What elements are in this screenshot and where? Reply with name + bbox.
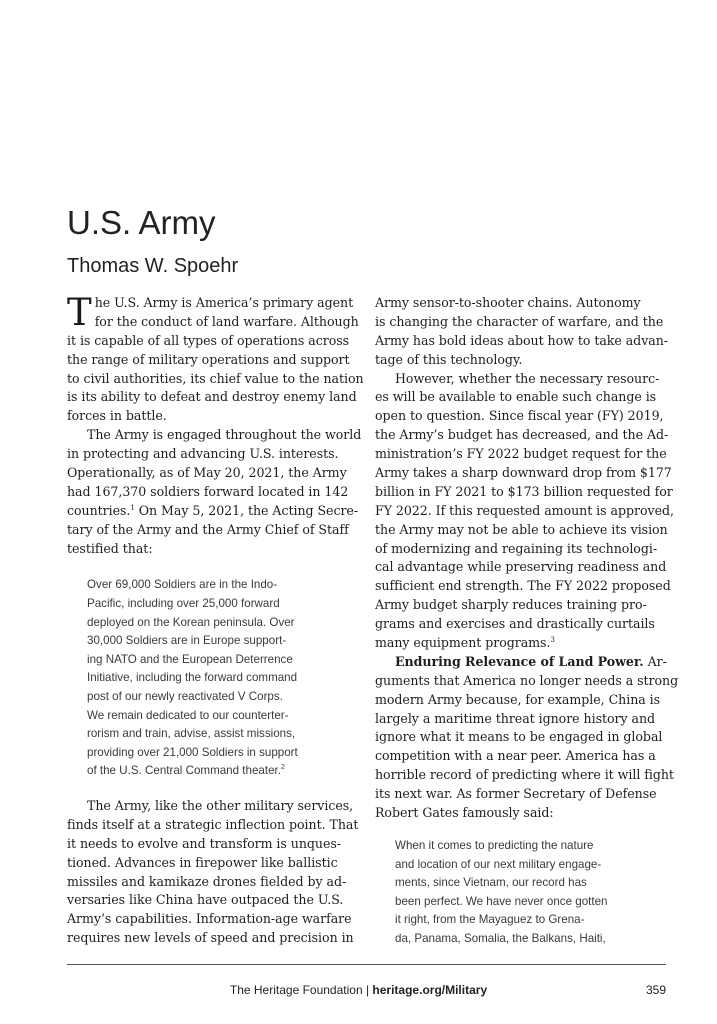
text-line: open to question. Since fiscal year (FY) 2019,: [375, 408, 664, 424]
footnote-ref-1[interactable]: 1: [130, 503, 135, 512]
text-line: Operationally, as of May 20, 2021, the Army: [67, 465, 347, 481]
text-line: Robert Gates famously said:: [375, 805, 554, 821]
intro-paragraph: [67, 294, 360, 332]
text-line: [375, 653, 667, 672]
text-line: Army sensor-to-shooter chains. Autonomy: [375, 295, 641, 310]
text-line: Army takes a sharp downward drop from $177: [375, 465, 672, 481]
quote-line: post of our newly reactivated V Corps.: [87, 690, 283, 704]
text-line: horrible record of predicting where it will fight: [375, 767, 674, 783]
right-column: [375, 294, 679, 949]
text-line: of modernizing and regaining its technologi-: [375, 540, 658, 556]
text-line: is its ability to defeat and destroy enemy land: [67, 389, 357, 405]
block-quote-left: [67, 576, 360, 781]
text-line: for the conduct of land warfare. Although: [94, 313, 359, 329]
quote-line: Over 69,000 Soldiers are in the Indo-: [87, 578, 278, 592]
text-line: versaries like China have outpaced the U.S.: [67, 892, 344, 908]
quote-line: Initiative, including the forward command: [87, 671, 298, 685]
text-line: The Army, like the other military services,: [87, 798, 354, 813]
text-line: testified that:: [67, 540, 153, 556]
text-line: tary of the Army and the Army Chief of Staff: [67, 521, 349, 537]
text-line: had 167,370 soldiers forward located in 142: [67, 483, 349, 499]
article-author: Thomas W. Spoehr: [67, 255, 239, 277]
text-line: Army budget sharply reduces training pro-: [375, 597, 647, 613]
quote-line: 30,000 Soldiers are in Europe support-: [87, 634, 287, 648]
quote-line: When it comes to predicting the nature: [395, 838, 594, 852]
quote-line: We remain dedicated to our counterter-: [87, 708, 289, 722]
quote-line: rorism and train, advise, assist missions,: [87, 727, 296, 741]
page-number: 359: [645, 983, 666, 997]
text-line: cal advantage while preserving readiness and: [375, 559, 667, 575]
text-line: it is capable of all types of operations across: [67, 332, 350, 348]
quote-line: [67, 762, 360, 781]
spacer: [67, 558, 360, 576]
quote-line: ing NATO and the European Deterrence: [87, 652, 293, 666]
text-line: is changing the character of warfare, and the: [375, 313, 664, 329]
text-line: missiles and kamikaze drones fielded by ad-: [67, 873, 347, 889]
quote-line: ments, since Vietnam, our record has: [395, 876, 587, 890]
footnote-ref-3[interactable]: 3: [550, 635, 555, 644]
text-line: es will be available to enable such change is: [375, 389, 657, 405]
article-title: U.S. Army: [67, 204, 216, 241]
quote-line: been perfect. We have never once gotten: [395, 894, 608, 908]
quote-line: da, Panama, Somalia, the Balkans, Haiti,: [395, 931, 606, 945]
section-heading: Enduring Relevance of Land Power.: [395, 653, 644, 669]
text-line: to civil authorities, its chief value to the nation: [67, 370, 364, 386]
text-line: tioned. Advances in firepower like ballistic: [67, 854, 338, 870]
text-line: [375, 634, 667, 653]
text-line: the Army may not be able to achieve its vision: [375, 521, 668, 537]
text-line: the range of military operations and support: [67, 351, 350, 367]
footnote-ref-2[interactable]: 2: [280, 764, 285, 772]
text-line: The Army is engaged throughout the world: [87, 427, 362, 443]
text-line: he U.S. Army is America’s primary agent: [94, 295, 354, 310]
block-quote-right: [375, 837, 667, 949]
footer-credit: [0, 983, 717, 997]
text-line: the Army’s budget has decreased, and the Ad-: [375, 427, 669, 443]
text-line: its next war. As former Secretary of Defense: [375, 786, 657, 802]
text-line: grams and exercises and drastically curtails: [375, 616, 655, 632]
left-column: [67, 294, 364, 948]
footer-divider: [67, 964, 666, 965]
spacer: [375, 823, 667, 837]
text-line: [67, 502, 360, 521]
text-line: Army has bold ideas about how to take advan-: [375, 332, 668, 348]
line-run: On May 5, 2021, the Acting Secre-: [134, 502, 359, 518]
quote-line: providing over 21,000 Soldiers in support: [87, 745, 298, 759]
footer-publisher: The Heritage Foundation: [229, 983, 363, 997]
text-line: FY 2022. If this requested amount is approved,: [375, 502, 674, 518]
line-run: many equipment programs.: [375, 635, 551, 651]
text-line: billion in FY 2021 to $173 billion requested for: [375, 483, 673, 499]
footer-link[interactable]: heritage.org/Military: [372, 983, 488, 997]
footer-separator: |: [362, 983, 373, 997]
text-line: guments that America no longer needs a strong: [375, 672, 679, 688]
line-run: countries.: [67, 502, 131, 518]
text-line: Army’s capabilities. Information-age warfare: [67, 911, 352, 927]
text-line: forces in battle.: [67, 408, 167, 424]
line-run: of the U.S. Central Command theater.: [87, 764, 281, 778]
line-run: Ar-: [643, 653, 667, 669]
text-line: it needs to evolve and transform is unques-: [67, 835, 341, 851]
text-line: However, whether the necessary resourc-: [395, 370, 660, 386]
text-line: requires new levels of speed and precision in: [67, 930, 354, 946]
text-line: ministration’s FY 2022 budget request for the: [375, 446, 667, 462]
text-line: in protecting and advancing U.S. interests.: [67, 446, 339, 462]
text-line: finds itself at a strategic inflection point. That: [67, 816, 359, 832]
text-line: ignore what it means to be engaged in global: [375, 729, 663, 745]
text-line: competition with a near peer. America has a: [375, 748, 656, 764]
text-line: modern Army because, for example, China is: [375, 691, 661, 707]
quote-line: Pacific, including over 25,000 forward: [87, 597, 280, 611]
quote-line: and location of our next military engage-: [395, 857, 602, 871]
spacer: [67, 781, 360, 797]
drop-cap: T: [67, 294, 92, 332]
quote-line: it right, from the Mayaguez to Grena-: [395, 913, 585, 927]
quote-line: deployed on the Korean peninsula. Over: [87, 615, 295, 629]
text-line: tage of this technology.: [375, 351, 523, 367]
text-line: largely a maritime threat ignore history and: [375, 710, 656, 726]
text-line: sufficient end strength. The FY 2022 proposed: [375, 578, 671, 594]
